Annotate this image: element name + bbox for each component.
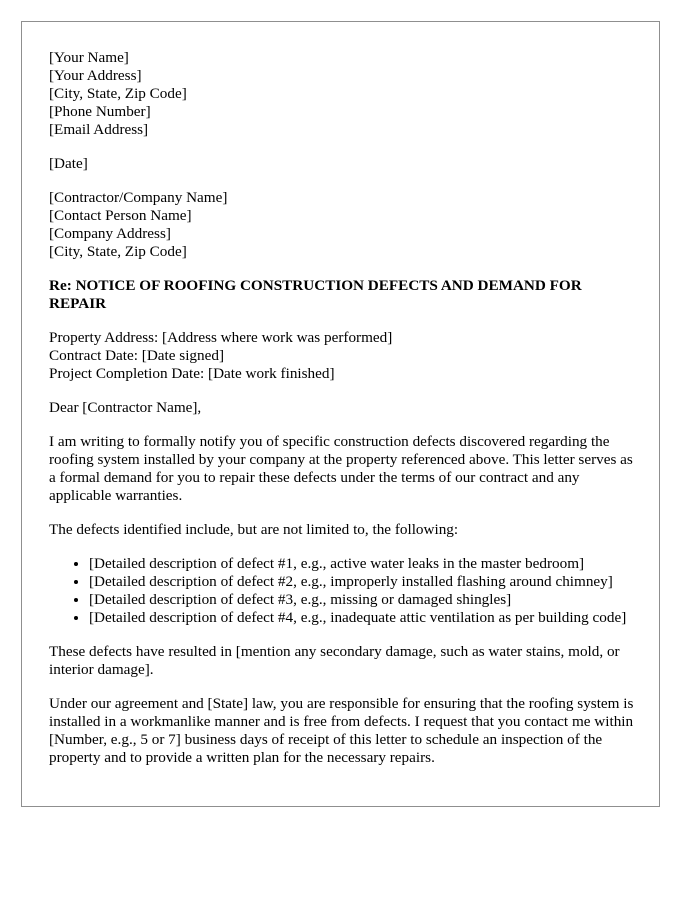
- recipient-city-state-zip: [City, State, Zip Code]: [49, 243, 187, 260]
- subject-line: Re: NOTICE OF ROOFING CONSTRUCTION DEFECTS AND DEMAND FOR REPAIR: [49, 277, 582, 312]
- sender-name: [Your Name]: [49, 49, 129, 66]
- sender-email: [Email Address]: [49, 121, 149, 138]
- sender-city-state-zip: [City, State, Zip Code]: [49, 85, 187, 102]
- defects-list: [49, 555, 637, 627]
- contract-date: Contract Date: [Date signed]: [49, 347, 225, 364]
- list-item: • [Detailed description of defect #3, e.g., missing or damaged shingles]: [89, 591, 637, 609]
- sender-block: [49, 49, 637, 139]
- date-block: [49, 155, 637, 173]
- defects-intro-paragraph: The defects identified include, but are not limited to, the following:: [49, 521, 459, 538]
- obligation-paragraph: Under our agreement and [State] law, you are responsible for ensuring that the roofing system is installed in a workmanlike manner and is free from defects. I request that you contact me within [Number, e.g., 5 or 7] business days of receipt of this letter to schedule an inspection of the property and to provide a written plan for the necessary repairs.: [49, 695, 634, 766]
- list-item: • [Detailed description of defect #4, e.g., inadequate attic ventilation as per building code]: [89, 609, 637, 627]
- recipient-address: [Company Address]: [49, 225, 171, 242]
- sender-address: [Your Address]: [49, 67, 142, 84]
- property-address: Property Address: [Address where work was performed]: [49, 329, 393, 346]
- sender-phone: [Phone Number]: [49, 103, 151, 120]
- recipient-company: [Contractor/Company Name]: [49, 189, 228, 206]
- intro-paragraph: I am writing to formally notify you of specific construction defects discovered regarding the roofing system installed by your company at the property referenced above. This letter serves as a formal demand for you to repair these defects under the terms of our contract and any applicable warranties.: [49, 433, 633, 504]
- letter-content: [49, 49, 637, 783]
- salutation: Dear [Contractor Name],: [49, 399, 202, 416]
- letter-date: [Date]: [49, 155, 88, 172]
- recipient-block: [49, 189, 637, 261]
- letter-page: [21, 21, 660, 807]
- completion-date: Project Completion Date: [Date work finished]: [49, 365, 335, 382]
- damage-paragraph: These defects have resulted in [mention any secondary damage, such as water stains, mold, or interior damage].: [49, 643, 620, 678]
- project-info-block: [49, 329, 637, 383]
- list-item: • [Detailed description of defect #2, e.g., improperly installed flashing around chimney]: [89, 573, 637, 591]
- list-item: • [Detailed description of defect #1, e.g., active water leaks in the master bedroom]: [89, 555, 637, 573]
- recipient-contact: [Contact Person Name]: [49, 207, 192, 224]
